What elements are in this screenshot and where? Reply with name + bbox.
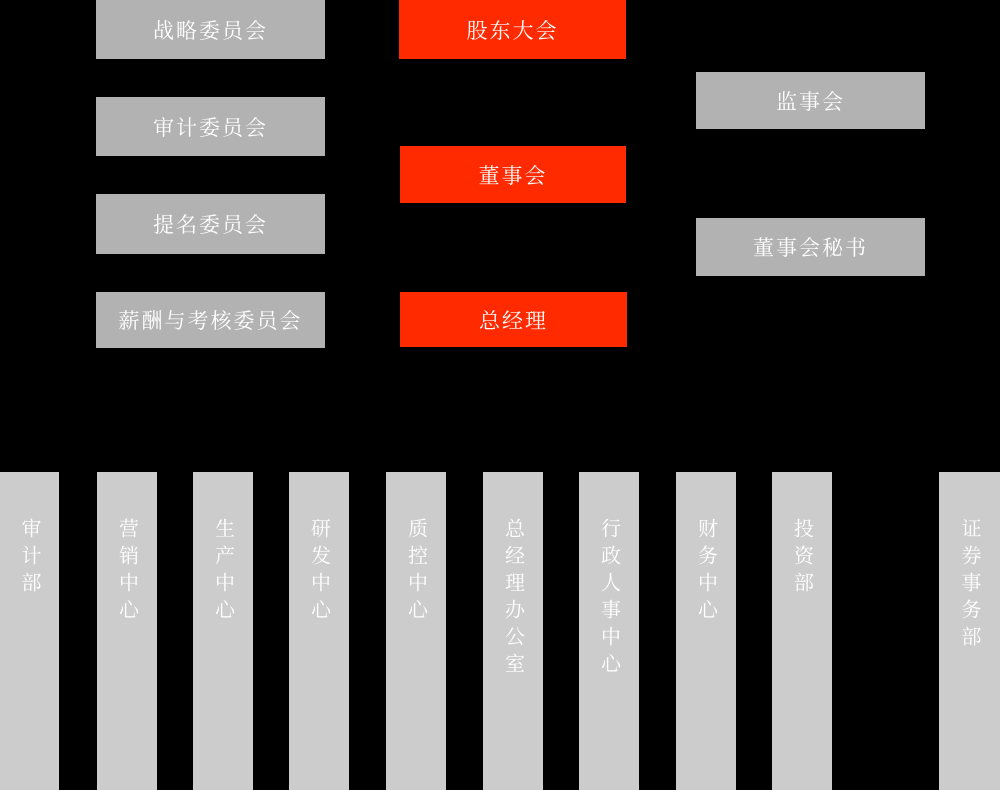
dept-column-rd-center <box>289 472 349 790</box>
dept-column-investment-dept <box>772 472 832 790</box>
dept-column-audit-dept <box>0 472 59 790</box>
dept-label: 生产中心 <box>211 518 234 626</box>
org-box-shareholders-meeting: 股东大会 <box>399 0 626 59</box>
dept-label: 审计部 <box>18 518 40 599</box>
dept-label: 行政人事中心 <box>597 518 620 680</box>
dept-label: 质控中心 <box>404 518 427 626</box>
dept-column-securities-affairs-dept <box>939 472 1000 790</box>
dept-label: 投资部 <box>790 518 813 599</box>
dept-label: 营销中心 <box>115 518 138 626</box>
dept-label: 总经理办公室 <box>501 518 524 680</box>
org-box-general-manager: 总经理 <box>400 292 627 347</box>
dept-column-admin-hr-center <box>579 472 639 790</box>
dept-column-general-manager-office <box>483 472 543 790</box>
org-box-remuneration-appraisal-committee: 薪酬与考核委员会 <box>96 292 325 348</box>
dept-label: 研发中心 <box>307 518 330 626</box>
dept-column-quality-control-center <box>386 472 446 790</box>
org-box-board-of-directors: 董事会 <box>400 146 626 203</box>
dept-label: 财务中心 <box>694 518 717 626</box>
org-box-board-secretary: 董事会秘书 <box>696 218 925 276</box>
dept-label: 证券事务部 <box>958 518 980 653</box>
dept-column-finance-center <box>676 472 736 790</box>
dept-column-marketing-center <box>97 472 157 790</box>
org-box-strategy-committee: 战略委员会 <box>96 0 325 59</box>
org-box-nomination-committee: 提名委员会 <box>96 194 325 254</box>
org-box-audit-committee: 审计委员会 <box>96 97 325 156</box>
dept-column-production-center <box>193 472 253 790</box>
org-box-supervisory-board: 监事会 <box>696 72 925 129</box>
